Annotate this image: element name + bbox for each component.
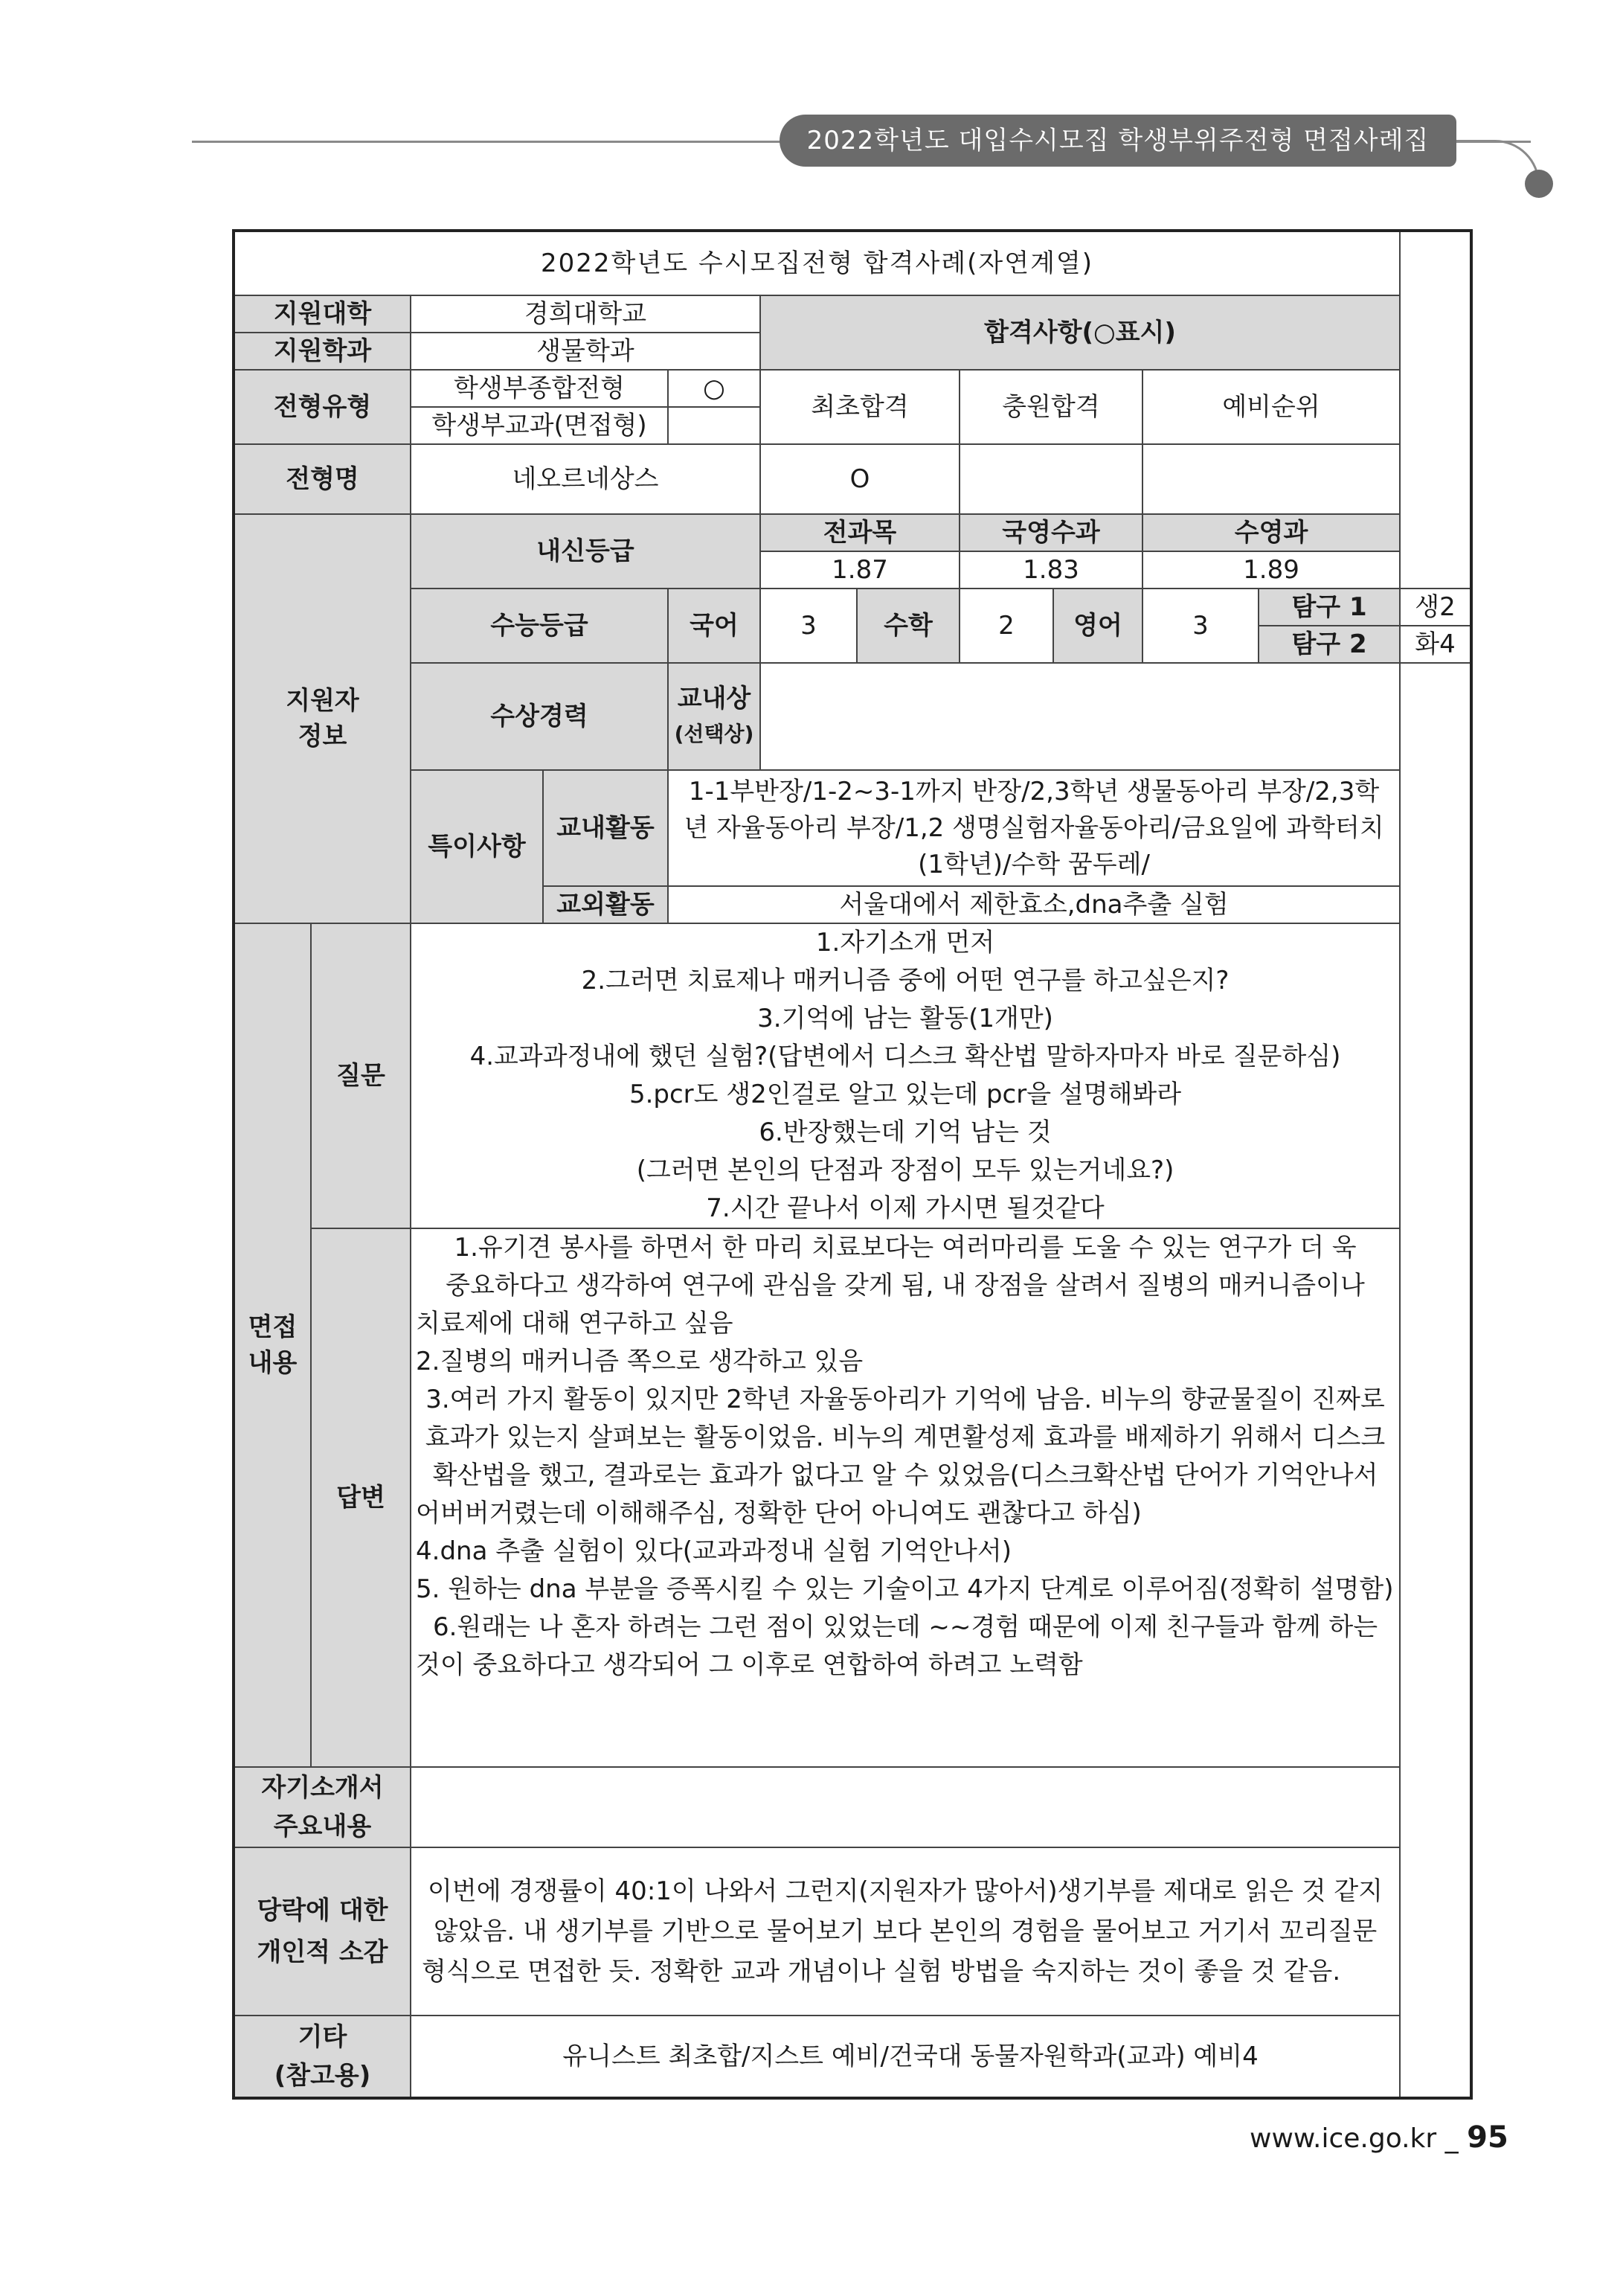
impression-value: 이번에 경쟁률이 40:1이 나와서 그런지(지원자가 많아서)생기부를 제대로 읽은 것 같지 않았음. 내 생기부를 기반으로 물어보기 보다 본인의 경험을 물어보고 거기서 꼬리질문 형식으로 면접한 듯. 정확한 교과 개념이나 실험 방법을 숙지하는 것이 좋을 것 같음. [411,1847,1400,2016]
english-value: 3 [1142,589,1259,663]
question-4: 4.교과과정내에 했던 실험?(답변에서 디스크 확산법 말하자마자 바로 질문하심) [469,1042,1341,1071]
gpa-all-label: 전과목 [760,514,960,551]
answer-6: 6.원래는 나 혼자 하려는 그런 점이 있었는데 ~~경험 때문에 이제 친구들과 함께 하는 것이 중요하다고 생각되어 그 이후로 연합하여 하려고 노력함 [416,1612,1378,1680]
inquiry1-label: 탐구 1 [1259,589,1400,626]
university-value: 경희대학교 [411,295,760,333]
inquiry2-label: 탐구 2 [1259,626,1400,663]
question-7: 7.시간 끝나서 이제 가시면 될것같다 [706,1193,1105,1223]
inquiry1-value: 생2 [1400,589,1471,626]
answer-4: 4.dna 추출 실험이 있다(교과과정내 실험 기억안나서) [416,1536,1012,1566]
question-1: 1.자기소개 먼저 [815,928,995,958]
admission-case-table [232,229,1473,2100]
result-waitlist-mark [1142,444,1400,514]
page-footer [1250,2120,1508,2155]
answer-1: 1.유기견 봉사를 하면서 한 마리 치료보다는 여러마리를 도울 수 있는 연구가 더 욱 중요하다고 생각하여 연구에 관심을 갖게 됨, 내 장점을 살려서 질병의 매커니즘이나 치료제에 대해 연구하고 싶음 [416,1233,1365,1338]
type-comprehensive: 학생부종합전형 [411,370,668,407]
question-5: 5.pcr도 생2인걸로 알고 있는데 pcr을 설명해봐라 [629,1080,1182,1109]
in-school-value: 1-1부반장/1-2~3-1까지 반장/2,3학년 생물동아리 부장/2,3학년 자율동아리 부장/1,2 생명실험자율동아리/금요일에 과학터치(1학년)/수학 꿈두레/ [668,770,1400,886]
questions-list [411,923,1400,1228]
university-label: 지원대학 [234,295,411,333]
inquiry2-value: 화4 [1400,626,1471,663]
result-first-mark: O [760,444,960,514]
admission-name-value: 네오르네상스 [411,444,760,514]
self-intro-value [411,1767,1400,1847]
awards-label: 수상경력 [411,663,668,770]
type-comprehensive-mark: ○ [668,370,760,407]
footer-separator: _ [1444,2123,1459,2154]
etc-label: 기타 (참고용) [234,2016,411,2098]
questions-label: 질문 [311,923,411,1228]
result-waitlist-label: 예비순위 [1142,370,1400,444]
out-school-label: 교외활동 [543,886,668,923]
korean-value: 3 [760,589,857,663]
awards-school-sub: (선택상) [674,722,754,746]
gpa-ems-value: 1.89 [1142,551,1400,589]
question-6-followup: (그러면 본인의 단점과 장점이 모두 있는거네요?) [636,1155,1174,1185]
department-value: 생물학과 [411,333,760,370]
applicant-info-label: 지원자 정보 [234,514,411,923]
korean-label: 국어 [668,589,760,663]
answer-2: 2.질병의 매커니즘 쪽으로 생각하고 있음 [416,1347,864,1376]
question-2: 2.그러면 치료제나 매커니즘 중에 어떤 연구를 하고싶은지? [581,966,1230,995]
result-first-label: 최초합격 [760,370,960,444]
csat-label: 수능등급 [411,589,668,663]
special-label: 특이사항 [411,770,543,923]
header-dot [1525,170,1553,198]
gpa-ems-label: 수영과 [1142,514,1400,551]
gpa-kem-label: 국영수과 [960,514,1142,551]
awards-school-label [668,663,760,770]
out-school-value: 서울대에서 제한효소,dna추출 실험 [668,886,1400,923]
gpa-label: 내신등급 [411,514,760,589]
result-header: 합격사항(○표시) [760,295,1400,370]
header-banner: 2022학년도 대입수시모집 학생부위주전형 면접사례집 [780,115,1456,167]
english-label: 영어 [1053,589,1142,663]
answer-5: 5. 원하는 dna 부분을 증폭시킬 수 있는 기술이고 4가지 단계로 이루어짐(정확히 설명함) [416,1574,1394,1604]
in-school-label: 교내활동 [543,770,668,886]
math-label: 수학 [857,589,960,663]
footer-url: www.ice.go.kr [1250,2123,1437,2154]
admission-name-label: 전형명 [234,444,411,514]
question-3: 3.기억에 남는 활동(1개만) [757,1004,1053,1033]
math-value: 2 [960,589,1053,663]
awards-school-value [760,663,1400,770]
impression-label: 당락에 대한 개인적 소감 [234,1847,411,2016]
result-additional-label: 충원합격 [960,370,1142,444]
result-additional-mark [960,444,1142,514]
gpa-all-value: 1.87 [760,551,960,589]
awards-school-title: 교내상 [677,684,751,714]
admission-type-label: 전형유형 [234,370,411,444]
etc-value: 유니스트 최초합/지스트 예비/건국대 동물자원학과(교과) 예비4 [411,2016,1400,2098]
answers-label: 답변 [311,1228,411,1767]
type-subject-mark [668,407,760,444]
gpa-kem-value: 1.83 [960,551,1142,589]
self-intro-label: 자기소개서 주요내용 [234,1767,411,1847]
page-number: 95 [1467,2120,1508,2155]
type-subject: 학생부교과(면접형) [411,407,668,444]
answers-list [411,1228,1400,1767]
department-label: 지원학과 [234,333,411,370]
page-title: 2022학년도 수시모집전형 합격사례(자연계열) [234,231,1400,295]
question-6: 6.반장했는데 기억 남는 것 [759,1117,1052,1147]
interview-label: 면접 내용 [234,923,311,1767]
answer-3: 3.여러 가지 활동이 있지만 2학년 자율동아리가 기억에 남음. 비누의 향균물질이 진짜로 효과가 있는지 살펴보는 활동이었음. 비누의 계면활성제 효과를 배제하기 위해서 디스크 확산법을 했고, 결과로는 효과가 없다고 알 수 있었음(디스크확산법 단어가 기억안나서 어버버거렸는데 이해해주심, 정확한 단어 아니여도 괜찮다고 하심) [416,1385,1386,1528]
